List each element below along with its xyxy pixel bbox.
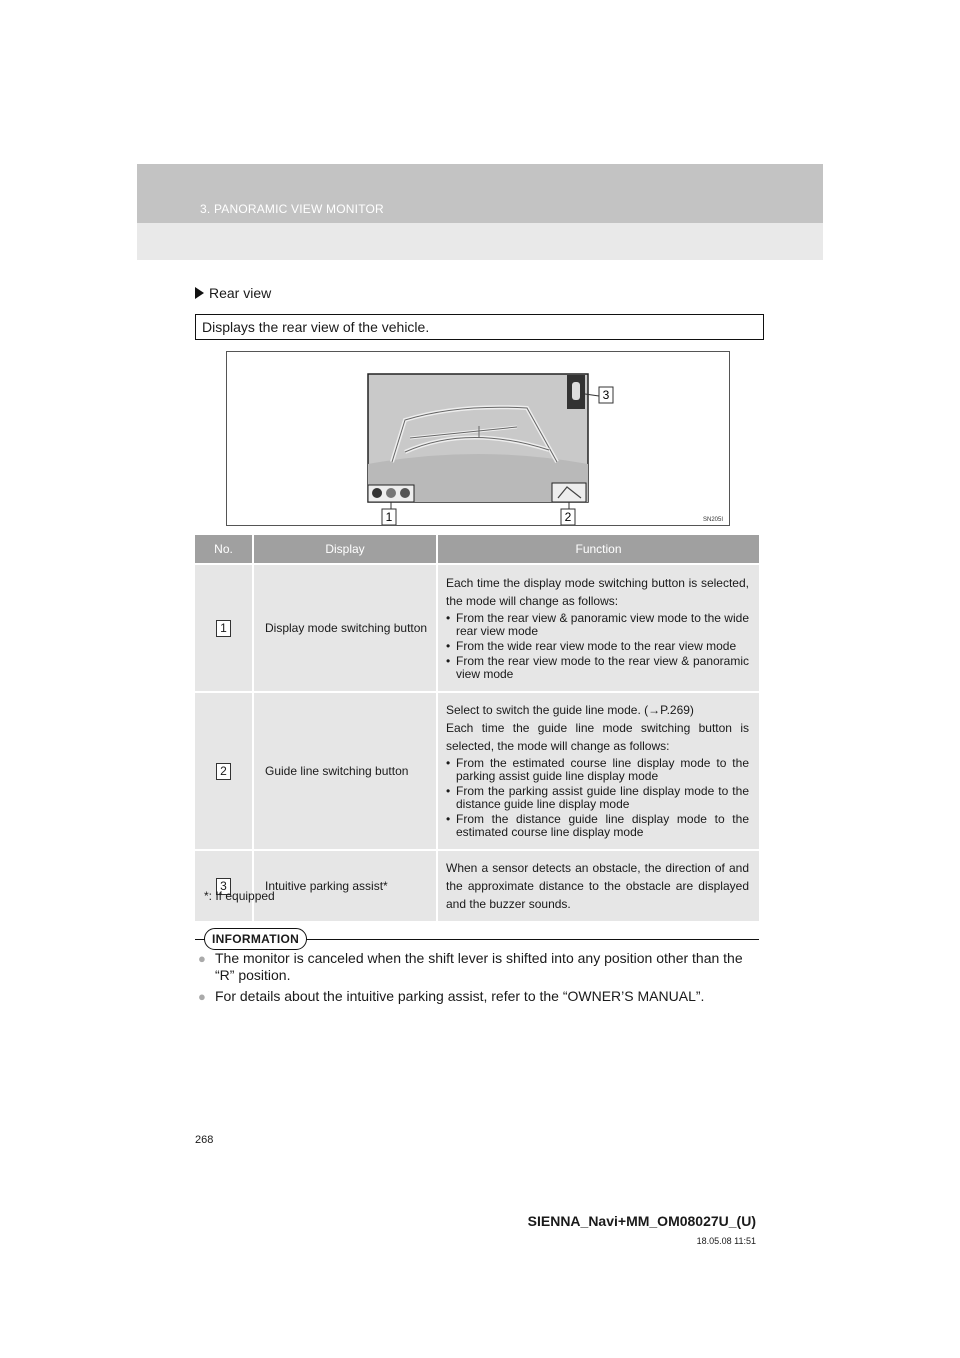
- subheading-text: Rear view: [209, 285, 272, 301]
- column-header-display: Display: [253, 535, 437, 564]
- table-header-row: [195, 535, 759, 564]
- header-band: [137, 164, 823, 260]
- function-cell: [437, 564, 759, 692]
- figure-code: SN205I: [702, 517, 723, 523]
- function-cell: [437, 850, 759, 921]
- list-item: • From the distance guide line display mode to the estimated course line display mode: [446, 813, 749, 839]
- information-label: INFORMATION: [204, 928, 307, 950]
- column-header-function: Function: [437, 535, 759, 564]
- callout-1: 1: [385, 510, 393, 524]
- function-bullets: [446, 757, 749, 839]
- table-row: [195, 564, 759, 692]
- function-bullets: [446, 612, 749, 681]
- triangle-bullet-icon: [195, 287, 204, 299]
- footnote: *: If equipped: [204, 889, 275, 903]
- information-list: [198, 950, 763, 1009]
- function-intro: Select to switch the guide line mode. (→P.269): [446, 703, 694, 717]
- function-table: [195, 535, 759, 921]
- item-number-box: 3: [216, 878, 231, 895]
- table-row: [195, 850, 759, 921]
- rear-view-screen-illustration: [227, 352, 729, 525]
- display-cell: Intuitive parking assist*: [253, 850, 437, 921]
- rear-view-figure: [226, 351, 730, 526]
- information-item: ● For details about the intuitive parking assist, refer to the “OWNER’S MANUAL”.: [198, 988, 763, 1005]
- function-intro: Each time the display mode switching button is selected, the mode will change as follows:: [446, 575, 749, 608]
- list-item: • From the estimated course line display mode to the parking assist guide line display mode: [446, 757, 749, 783]
- table-row: [195, 692, 759, 850]
- function-intro-2: Each time the guide line mode switching button is selected, the mode will change as follows:: [446, 721, 749, 753]
- list-item: • From the rear view & panoramic view mode to the wide rear view mode: [446, 612, 749, 638]
- list-item: • From the parking assist guide line display mode to the distance guide line display mode: [446, 785, 749, 811]
- item-number-box: 2: [216, 763, 231, 780]
- display-cell: Guide line switching button: [253, 692, 437, 850]
- document-code: SIENNA_Navi+MM_OM08027U_(U): [527, 1213, 756, 1229]
- column-header-no: No.: [195, 535, 253, 564]
- document-timestamp: 18.05.08 11:51: [696, 1236, 756, 1246]
- function-intro: When a sensor detects an obstacle, the direction of and the approximate distance to the obstacle are displayed and the buzzer sounds.: [446, 861, 749, 911]
- page-number: 268: [195, 1134, 214, 1146]
- description-box: Displays the rear view of the vehicle.: [195, 314, 764, 340]
- item-number-box: 1: [216, 620, 231, 637]
- display-cell: Display mode switching button: [253, 564, 437, 692]
- callout-3: 3: [602, 388, 610, 402]
- section-title: 3. PANORAMIC VIEW MONITOR: [200, 202, 384, 216]
- callout-2: 2: [564, 510, 572, 524]
- function-cell: [437, 692, 759, 850]
- subheading: [195, 285, 271, 301]
- information-item: ● The monitor is canceled when the shift lever is shifted into any position other than the “R” position.: [198, 950, 763, 984]
- list-item: • From the wide rear view mode to the rear view mode: [446, 640, 749, 653]
- header-bar: [137, 164, 823, 223]
- list-item: • From the rear view mode to the rear view & panoramic view mode: [446, 655, 749, 681]
